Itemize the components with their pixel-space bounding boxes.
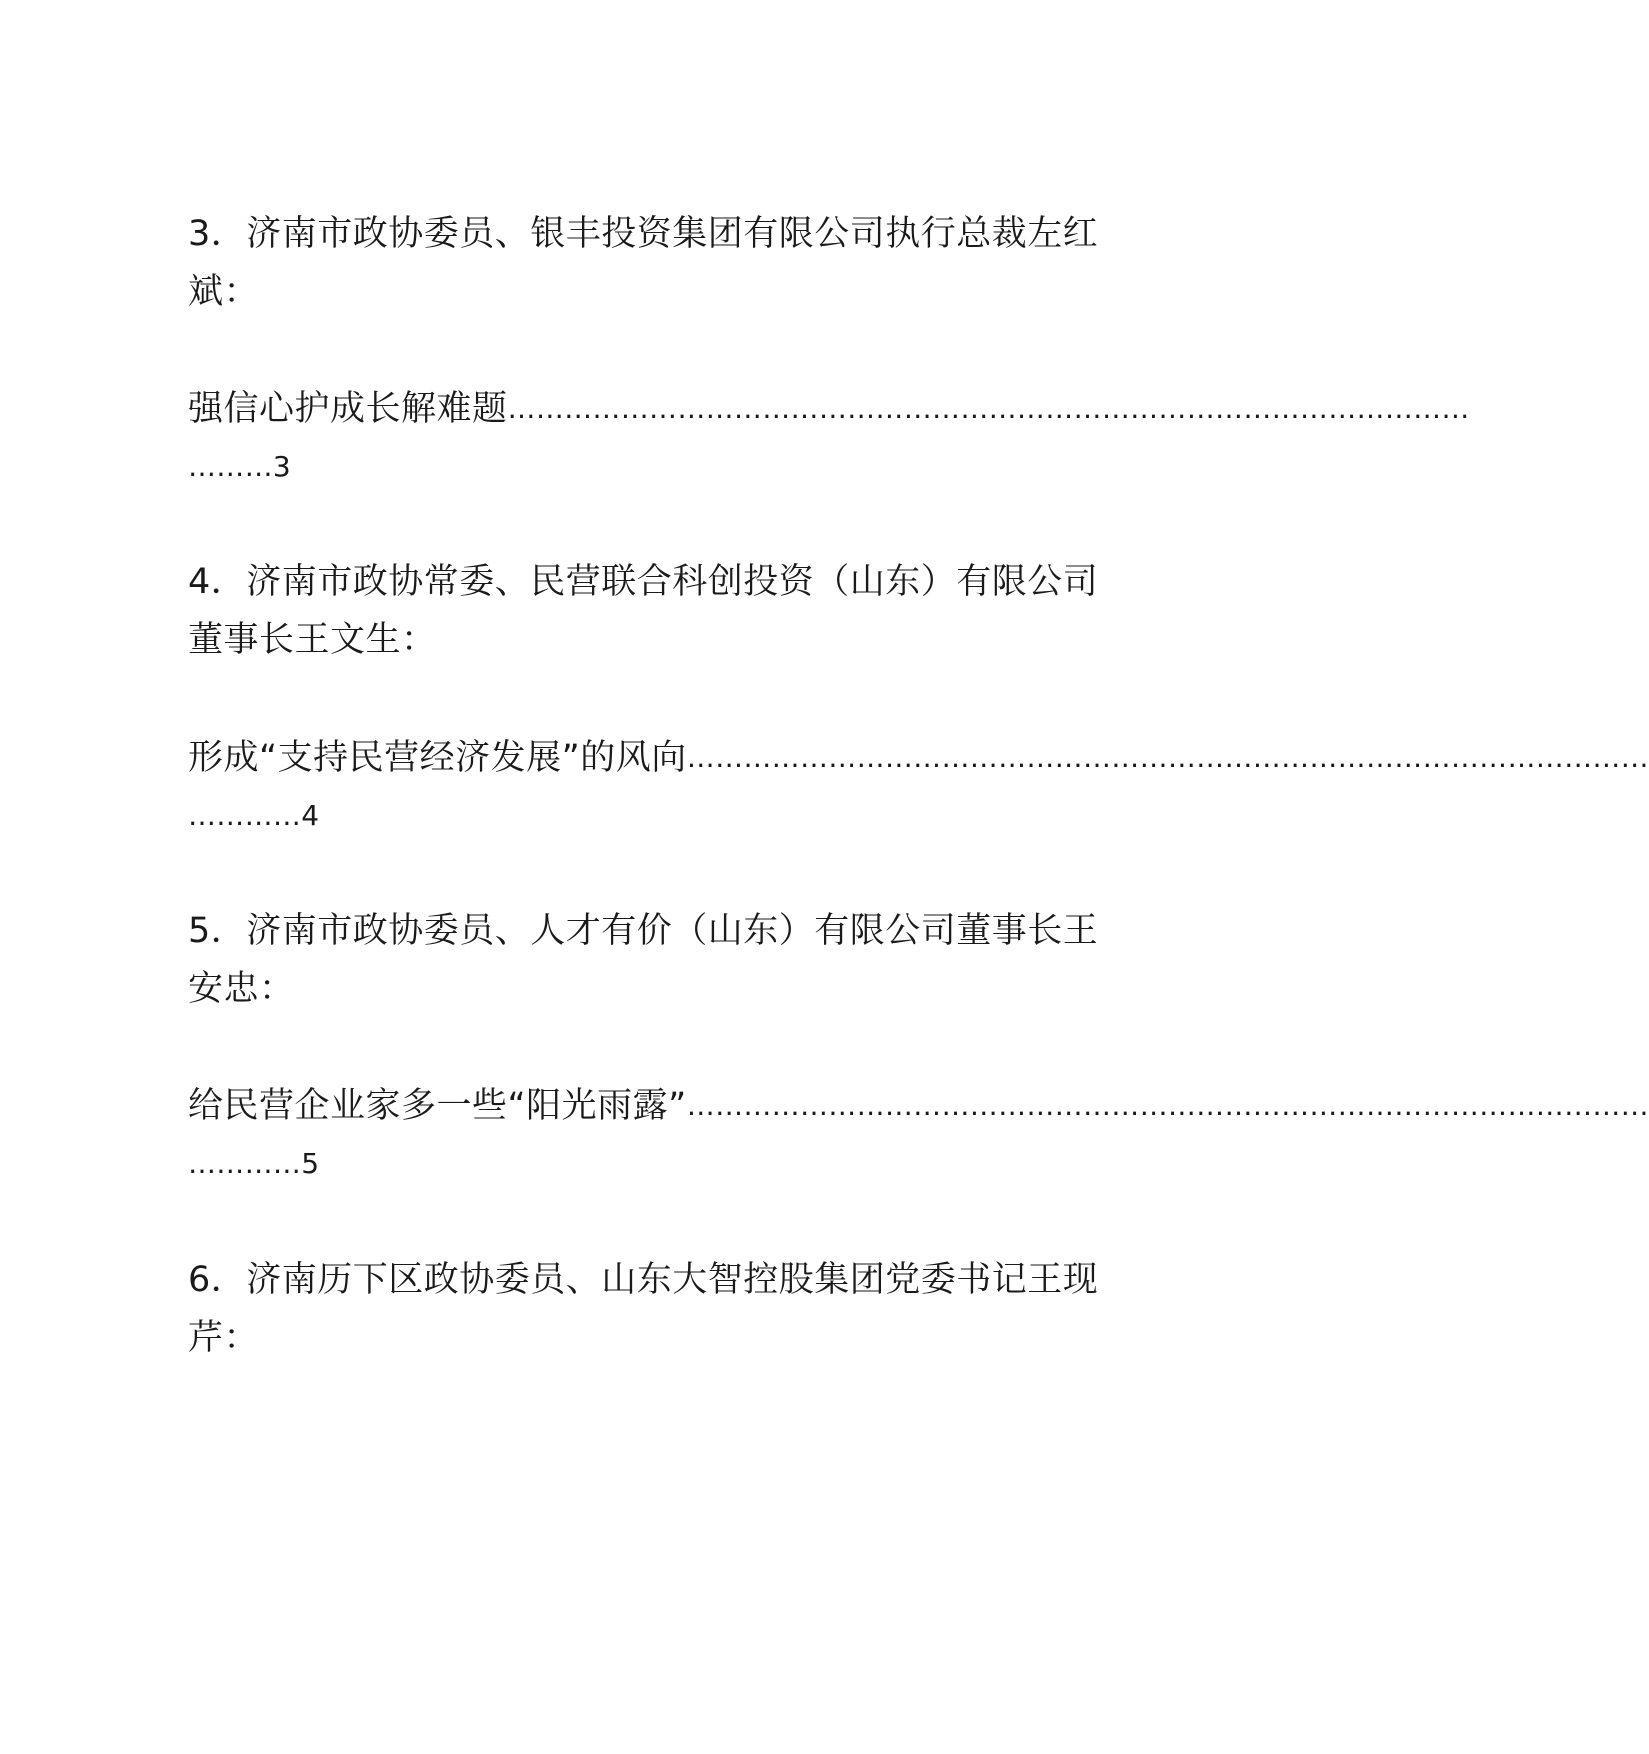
toc-entry-5-page-number[interactable]: 5 (301, 1147, 320, 1180)
toc-entry-5-title-row[interactable] (188, 1084, 1649, 1128)
toc-entry-5-cont-dots: ………… (188, 1147, 302, 1180)
toc-entry-5-heading-line2: 安忠： (188, 969, 295, 1009)
toc-entry-4-cont-dots: ………… (188, 799, 302, 832)
toc-entry-5-heading-line1: 5．济南市政协委员、人才有价（山东）有限公司董事长王 (188, 911, 1099, 951)
toc-entry-3-title[interactable]: 强信心护成长解难题 (188, 389, 508, 429)
toc-entry-3-page-row (188, 445, 291, 489)
toc-entry-6-heading-line1: 6．济南历下区政协委员、山东大智控股集团党委书记王现 (188, 1260, 1099, 1300)
toc-entry-4-leader-dots: ………………………………………………………………………………………… (686, 741, 1649, 774)
toc-entry-3-cont-dots: ……… (188, 450, 273, 483)
toc-entry-5-title[interactable]: 给民营企业家多一些“阳光雨露” (188, 1086, 687, 1126)
toc-entry-4-title-row[interactable] (188, 736, 1649, 780)
toc-entry-6-heading-line2: 芹： (188, 1318, 260, 1358)
toc-entry-5-leader-dots: ………………………………………………………………………………………… (686, 1089, 1649, 1122)
toc-entry-4-heading-line1: 4．济南市政协常委、民营联合科创投资（山东）有限公司 (188, 562, 1099, 602)
toc-entry-3-title-row[interactable] (188, 387, 1470, 431)
toc-entry-4-page-number[interactable]: 4 (301, 799, 320, 832)
toc-entry-3-heading-line1: 3．济南市政协委员、银丰投资集团有限公司执行总裁左红 (188, 214, 1099, 254)
toc-entry-3-page-number[interactable]: 3 (272, 450, 292, 483)
toc-entry-3-leader-dots: ………………………………………………………………………………………… (507, 392, 1470, 425)
toc-entry-4-title[interactable]: 形成“支持民营经济发展”的风向 (188, 738, 687, 778)
toc-entry-3-heading-line2: 斌： (188, 272, 260, 312)
toc-entry-5-page-row (188, 1142, 319, 1186)
toc-entry-4-heading-line2: 董事长王文生： (188, 620, 437, 660)
toc-entry-4-page-row (188, 794, 319, 838)
